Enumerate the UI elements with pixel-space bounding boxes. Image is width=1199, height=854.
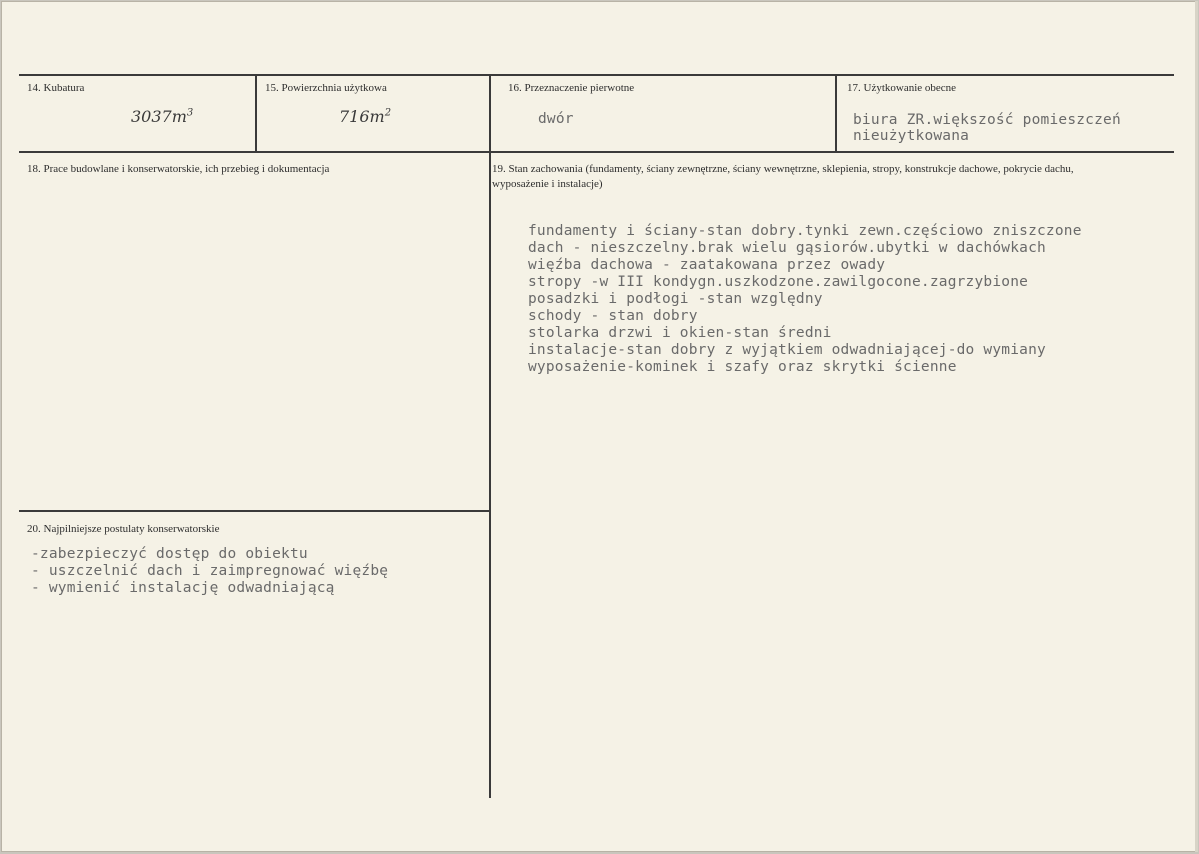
uzytkowanie-line: nieużytkowana bbox=[853, 128, 970, 144]
page-edge bbox=[1195, 1, 1198, 852]
left-column-divider bbox=[19, 510, 489, 512]
kubatura-value: $3037m^3$ bbox=[131, 107, 194, 126]
stan-line: schody - stan dobry bbox=[528, 308, 698, 324]
kubatura-label: 14. Kubatura bbox=[27, 82, 85, 94]
stan-label: 19. Stan zachowania (fundamenty, ściany zewnętrzne, ściany wewnętrzne, sklepienia, stropy, konstrukcje dachowe, pokrycie dachu, wyposażenie i instalacje) bbox=[492, 163, 1074, 190]
stan-line: fundamenty i ściany-stan dobry.tynki zewn.częściowo zniszczone bbox=[528, 223, 1082, 239]
stan-line: instalacje-stan dobry z wyjątkiem odwadniającej-do wymiany bbox=[528, 342, 1046, 358]
stan-line: dach - nieszczelny.brak wielu gąsiorów.ubytki w dachówkach bbox=[528, 240, 1046, 256]
stan-line: stolarka drzwi i okien-stan średni bbox=[528, 325, 832, 341]
przeznaczenie-label: 16. Przeznaczenie pierwotne bbox=[508, 82, 635, 94]
col-divider-1 bbox=[255, 74, 257, 153]
row-divider bbox=[19, 151, 1174, 153]
przeznaczenie-value: dwór bbox=[538, 111, 574, 127]
stan-line: wyposażenie-kominek i szafy oraz skrytki ścienne bbox=[528, 359, 957, 375]
stan-line: posadzki i podłogi -stan względny bbox=[528, 291, 823, 307]
form-page bbox=[1, 1, 1198, 852]
postulaty-line: - wymienić instalację odwadniającą bbox=[31, 580, 335, 596]
prace-label: 18. Prace budowlane i konserwatorskie, ich przebieg i dokumentacja bbox=[27, 163, 330, 175]
postulaty-line: - uszczelnić dach i zaimpregnować więźbę bbox=[31, 563, 389, 579]
col-divider-3 bbox=[835, 74, 837, 153]
uzytkowanie-label: 17. Użytkowanie obecne bbox=[847, 82, 957, 94]
postulaty-line: -zabezpieczyć dostęp do obiektu bbox=[31, 546, 308, 562]
uzytkowanie-line: biura ZR.większość pomieszczeń bbox=[853, 112, 1121, 128]
stan-line: więźba dachowa - zaatakowana przez owady bbox=[528, 257, 886, 273]
top-rule bbox=[19, 74, 1174, 76]
postulaty-label: 20. Najpilniejsze postulaty konserwatorskie bbox=[27, 523, 220, 535]
powierzchnia-value: $716m^2$ bbox=[339, 107, 392, 126]
col-divider-2 bbox=[489, 74, 491, 798]
powierzchnia-label: 15. Powierzchnia użytkowa bbox=[265, 82, 387, 94]
stan-line: stropy -w III kondygn.uszkodzone.zawilgocone.zagrzybione bbox=[528, 274, 1029, 290]
